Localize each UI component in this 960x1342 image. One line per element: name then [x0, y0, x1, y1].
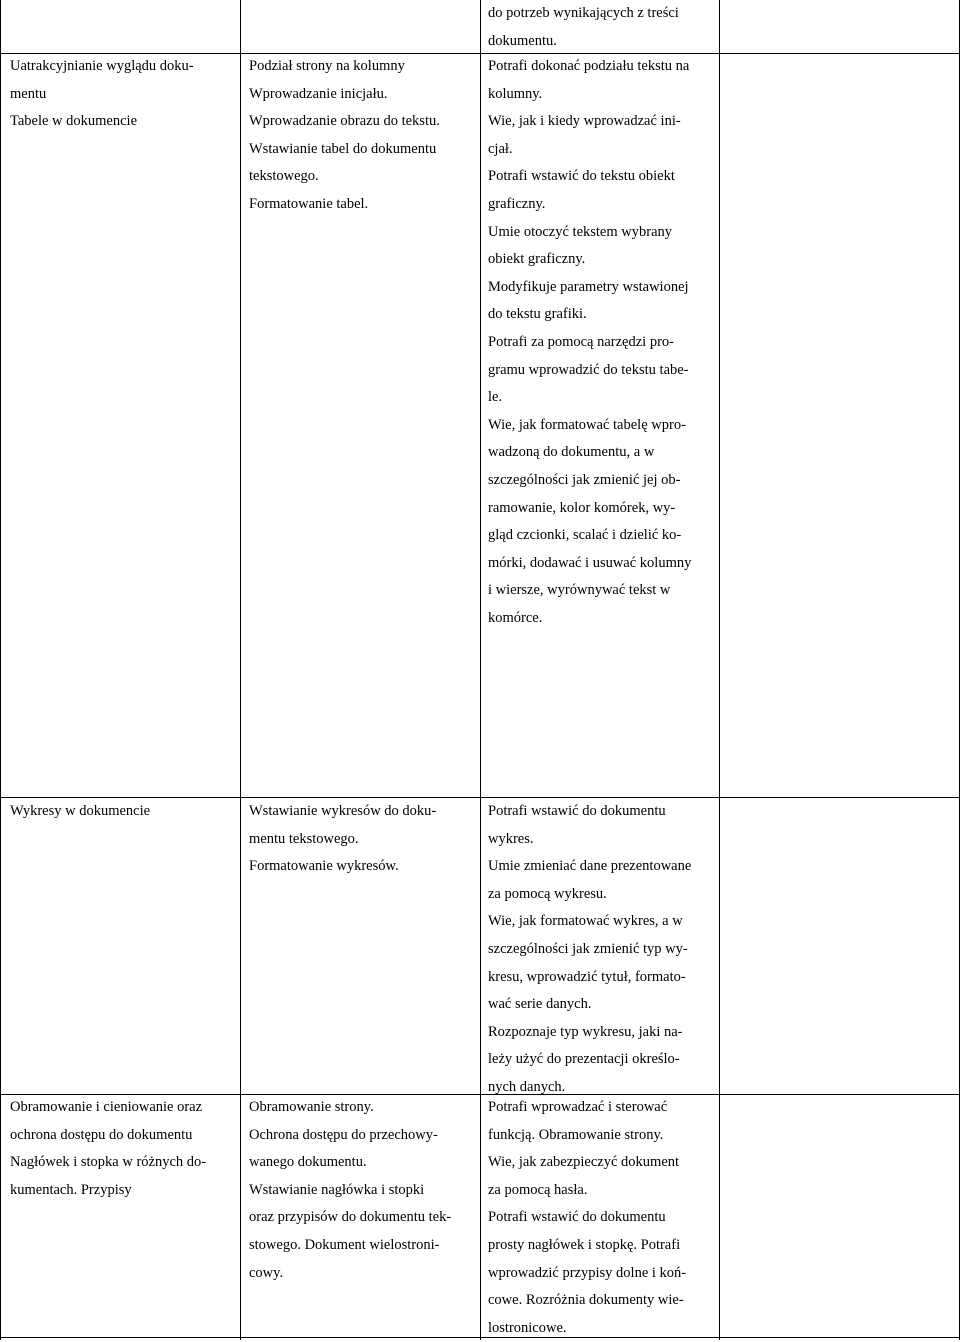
outcomes-cell [488, 0, 679, 55]
content-line: cowy. [249, 1264, 284, 1281]
outcomes-line: Potrafi dokonać podziału tekstu na [488, 58, 690, 74]
outcomes-line: Wie, jak zabezpieczyć dokument [488, 1154, 680, 1171]
content-line: oraz przypisów do dokumentu tek- [249, 1209, 452, 1226]
outcomes-line: kresu, wprowadzić tytuł, formato- [488, 968, 686, 985]
topic-line: Nagłówek i stopka w różnych do- [10, 1154, 207, 1171]
outcomes-line: za pomocą hasła. [488, 1181, 588, 1198]
topic-line: Uatrakcyjnianie wyglądu doku- [10, 58, 194, 74]
outcomes-line: i wiersze, wyrównywać tekst w [488, 582, 671, 599]
outcomes-line: wać serie danych. [488, 996, 592, 1013]
outcomes-line: do tekstu grafiki. [488, 306, 587, 323]
content-line: Podział strony na kolumny [249, 58, 405, 74]
outcomes-line: gramu wprowadzić do tekstu tabe- [488, 361, 689, 378]
content-line: tekstowego. [249, 168, 319, 185]
outcomes-line: komórce. [488, 609, 543, 626]
outcomes-line: funkcją. Obramowanie strony. [488, 1126, 664, 1143]
outcomes-line: mórki, dodawać i usuwać kolumny [488, 554, 692, 571]
outcomes-line: Wie, jak i kiedy wprowadzać ini- [488, 113, 681, 130]
content-line: wanego dokumentu. [249, 1154, 367, 1171]
content-line: Wstawianie nagłówka i stopki [249, 1181, 425, 1198]
outcomes-line: Potrafi wstawić do tekstu obiekt [488, 168, 675, 185]
content-line: Formatowanie tabel. [249, 195, 369, 212]
outcomes-line: wykres. [488, 830, 534, 847]
outcomes-line: Wie, jak formatować tabelę wpro- [488, 416, 686, 433]
column-divider [0, 0, 1, 1340]
outcomes-line: leży użyć do prezentacji określo- [488, 1051, 680, 1068]
topic-cell [10, 1094, 206, 1204]
content-line: Wstawianie wykresów do doku- [249, 803, 437, 819]
outcomes-line: prosty nagłówek i stopkę. Potrafi [488, 1236, 681, 1253]
content-line: Obramowanie strony. [249, 1099, 374, 1115]
content-cell [249, 1094, 451, 1287]
column-divider [719, 0, 720, 1340]
outcomes-line: Potrafi wprowadzać i sterować [488, 1099, 668, 1115]
topic-line: Tabele w dokumencie [10, 113, 138, 130]
outcomes-line: cowe. Rozróżnia dokumenty wie- [488, 1292, 684, 1309]
content-line: mentu tekstowego. [249, 830, 359, 847]
outcomes-line: graficzny. [488, 195, 546, 212]
content-line: Wprowadzanie inicjału. [249, 85, 388, 102]
column-divider [240, 0, 241, 1340]
outcomes-line: Rozpoznaje typ wykresu, jaki na- [488, 1023, 683, 1040]
outcomes-line: do potrzeb wynikających z treści [488, 5, 679, 21]
outcomes-line: Umie zmieniać dane prezentowane [488, 858, 692, 875]
outcomes-cell [488, 1094, 686, 1342]
outcomes-line: dokumentu. [488, 32, 557, 49]
content-line: Wstawianie tabel do dokumentu [249, 140, 437, 157]
outcomes-line: Wie, jak formatować wykres, a w [488, 913, 683, 930]
topic-line: Obramowanie i cieniowanie oraz [10, 1099, 203, 1115]
outcomes-line: za pomocą wykresu. [488, 885, 607, 902]
outcomes-line: Potrafi wstawić do dokumentu [488, 1209, 666, 1226]
outcomes-line: ramowanie, kolor komórek, wy- [488, 499, 676, 516]
outcomes-line: nych danych. [488, 1078, 566, 1095]
outcomes-line: Potrafi wstawić do dokumentu [488, 803, 666, 819]
topic-line: ochrona dostępu do dokumentu [10, 1126, 193, 1143]
content-line: stowego. Dokument wielostroni- [249, 1236, 440, 1253]
outcomes-line: cjał. [488, 140, 513, 157]
content-cell [249, 798, 436, 881]
outcomes-line: szczególności jak zmienić jej ob- [488, 471, 681, 488]
outcomes-line: gląd czcionki, scalać i dzielić ko- [488, 527, 682, 544]
content-cell [249, 53, 440, 219]
column-divider [480, 0, 481, 1340]
row-divider [0, 1337, 960, 1338]
outcomes-line: Umie otoczyć tekstem wybrany [488, 223, 673, 240]
outcomes-line: szczególności jak zmienić typ wy- [488, 940, 688, 957]
outcomes-line: le. [488, 389, 503, 406]
outcomes-line: Modyfikuje parametry wstawionej [488, 278, 689, 295]
outcomes-line: obiekt graficzny. [488, 251, 586, 268]
outcomes-line: wadzoną do dokumentu, a w [488, 444, 655, 461]
topic-line: Wykresy w dokumencie [10, 803, 151, 819]
content-line: Formatowanie wykresów. [249, 858, 399, 875]
outcomes-line: wprowadzić przypisy dolne i koń- [488, 1264, 687, 1281]
outcomes-cell [488, 798, 691, 1102]
outcomes-line: lostronicowe. [488, 1319, 567, 1336]
content-line: Ochrona dostępu do przechowy- [249, 1126, 438, 1143]
topic-line: mentu [10, 85, 47, 102]
outcomes-cell [488, 53, 691, 632]
outcomes-line: kolumny. [488, 85, 543, 102]
topic-line: kumentach. Przypisy [10, 1181, 132, 1198]
topic-cell [10, 53, 194, 136]
outcomes-line: Potrafi za pomocą narzędzi pro- [488, 333, 674, 350]
content-line: Wprowadzanie obrazu do tekstu. [249, 113, 440, 130]
topic-cell [10, 798, 150, 826]
